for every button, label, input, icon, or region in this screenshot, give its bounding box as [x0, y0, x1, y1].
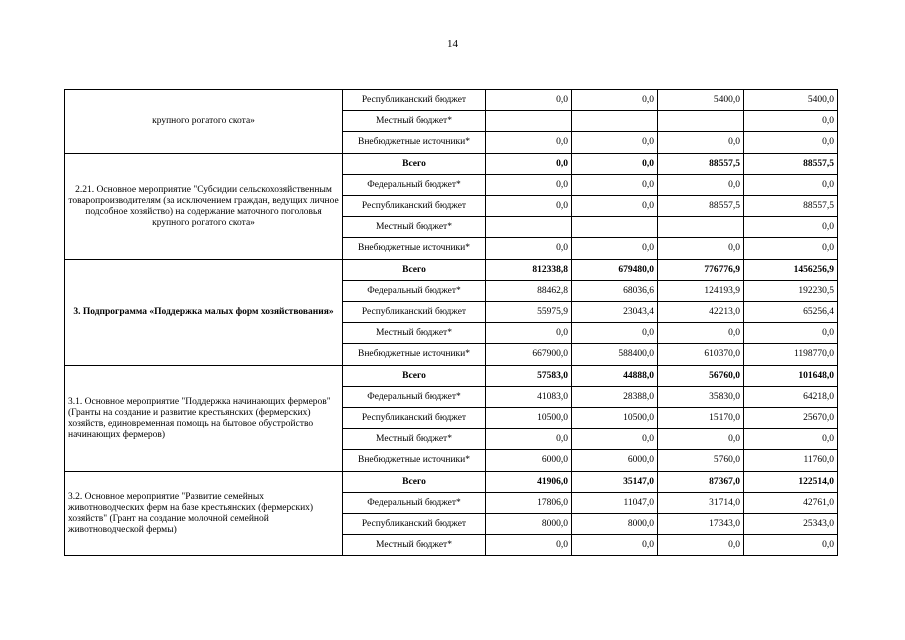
funding-source: Внебюджетные источники*	[343, 238, 486, 260]
amount-cell: 35147,0	[572, 472, 658, 493]
amount-cell: 1198770,0	[744, 344, 838, 366]
amount-cell: 11047,0	[572, 493, 658, 514]
amount-cell: 0,0	[486, 323, 572, 344]
amount-cell: 0,0	[486, 238, 572, 260]
amount-cell: 0,0	[572, 132, 658, 154]
funding-source: Республиканский бюджет	[343, 514, 486, 535]
amount-cell: 65256,4	[744, 302, 838, 323]
funding-source: Республиканский бюджет	[343, 196, 486, 217]
amount-cell: 1456256,9	[744, 260, 838, 281]
amount-cell: 88557,5	[658, 196, 744, 217]
funding-source: Всего	[343, 260, 486, 281]
funding-source: Местный бюджет*	[343, 535, 486, 556]
funding-source: Всего	[343, 472, 486, 493]
amount-cell: 42761,0	[744, 493, 838, 514]
amount-cell	[658, 111, 744, 132]
funding-source: Республиканский бюджет	[343, 408, 486, 429]
budget-table-body	[65, 90, 838, 556]
amount-cell: 588400,0	[572, 344, 658, 366]
amount-cell	[486, 111, 572, 132]
table-row	[65, 366, 838, 387]
amount-cell	[572, 217, 658, 238]
amount-cell: 0,0	[744, 217, 838, 238]
amount-cell: 0,0	[486, 429, 572, 450]
amount-cell: 35830,0	[658, 387, 744, 408]
amount-cell: 0,0	[486, 90, 572, 111]
table-row	[65, 154, 838, 175]
amount-cell: 0,0	[658, 429, 744, 450]
amount-cell: 28388,0	[572, 387, 658, 408]
amount-cell: 55975,9	[486, 302, 572, 323]
amount-cell: 88557,5	[744, 154, 838, 175]
amount-cell: 88462,8	[486, 281, 572, 302]
amount-cell: 5760,0	[658, 450, 744, 472]
amount-cell: 0,0	[572, 90, 658, 111]
measure-name: 3.1. Основное мероприятие "Поддержка начинающих фермеров" (Гранты на создание и развитие крестьянских (фермерских) хозяйств, единовременная помощь на бытовое обустройство начинающих фермеров)	[65, 366, 343, 472]
table-row	[65, 472, 838, 493]
funding-source: Всего	[343, 154, 486, 175]
amount-cell: 23043,4	[572, 302, 658, 323]
amount-cell: 68036,6	[572, 281, 658, 302]
amount-cell: 0,0	[658, 132, 744, 154]
amount-cell: 87367,0	[658, 472, 744, 493]
amount-cell: 192230,5	[744, 281, 838, 302]
table-row	[65, 260, 838, 281]
funding-source: Республиканский бюджет	[343, 90, 486, 111]
amount-cell: 679480,0	[572, 260, 658, 281]
funding-source: Всего	[343, 366, 486, 387]
amount-cell: 0,0	[658, 323, 744, 344]
funding-source: Внебюджетные источники*	[343, 450, 486, 472]
funding-source: Внебюджетные источники*	[343, 344, 486, 366]
funding-source: Федеральный бюджет*	[343, 493, 486, 514]
amount-cell: 57583,0	[486, 366, 572, 387]
amount-cell: 0,0	[744, 323, 838, 344]
amount-cell: 0,0	[486, 175, 572, 196]
amount-cell: 0,0	[744, 132, 838, 154]
amount-cell: 0,0	[486, 535, 572, 556]
amount-cell: 10500,0	[486, 408, 572, 429]
amount-cell: 0,0	[744, 535, 838, 556]
amount-cell: 64218,0	[744, 387, 838, 408]
amount-cell: 122514,0	[744, 472, 838, 493]
amount-cell: 8000,0	[572, 514, 658, 535]
amount-cell: 812338,8	[486, 260, 572, 281]
amount-cell: 31714,0	[658, 493, 744, 514]
funding-source: Местный бюджет*	[343, 217, 486, 238]
amount-cell: 10500,0	[572, 408, 658, 429]
amount-cell: 0,0	[744, 429, 838, 450]
amount-cell	[658, 217, 744, 238]
amount-cell: 0,0	[744, 111, 838, 132]
funding-source: Местный бюджет*	[343, 111, 486, 132]
amount-cell: 0,0	[658, 535, 744, 556]
funding-source: Федеральный бюджет*	[343, 387, 486, 408]
amount-cell: 17343,0	[658, 514, 744, 535]
amount-cell: 124193,9	[658, 281, 744, 302]
amount-cell: 5400,0	[744, 90, 838, 111]
measure-name: 2.21. Основное мероприятие "Субсидии сельскохозяйственным товаропроизводителям (за исключением граждан, ведущих личное подсобное хозяйство) на содержание маточного поголовья крупного рогатого скота»	[65, 154, 343, 260]
amount-cell: 8000,0	[486, 514, 572, 535]
amount-cell: 6000,0	[486, 450, 572, 472]
amount-cell: 41906,0	[486, 472, 572, 493]
funding-source: Внебюджетные источники*	[343, 132, 486, 154]
amount-cell: 101648,0	[744, 366, 838, 387]
measure-name: 3. Подпрограмма «Поддержка малых форм хозяйствования»	[65, 260, 343, 366]
amount-cell: 610370,0	[658, 344, 744, 366]
amount-cell: 0,0	[572, 323, 658, 344]
amount-cell: 0,0	[486, 154, 572, 175]
measure-name: крупного рогатого скота»	[65, 90, 343, 154]
amount-cell: 44888,0	[572, 366, 658, 387]
amount-cell: 15170,0	[658, 408, 744, 429]
amount-cell: 0,0	[744, 238, 838, 260]
amount-cell: 0,0	[572, 154, 658, 175]
amount-cell: 56760,0	[658, 366, 744, 387]
measure-name: 3.2. Основное мероприятие "Развитие семейных животноводческих ферм на базе крестьянских (фермерских) хозяйств" (Грант на создание молочной семейной животноводческой фермы)	[65, 472, 343, 556]
table-row	[65, 90, 838, 111]
amount-cell: 0,0	[572, 238, 658, 260]
funding-source: Федеральный бюджет*	[343, 281, 486, 302]
amount-cell: 6000,0	[572, 450, 658, 472]
amount-cell: 0,0	[572, 429, 658, 450]
amount-cell: 0,0	[572, 175, 658, 196]
funding-source: Федеральный бюджет*	[343, 175, 486, 196]
amount-cell: 0,0	[486, 132, 572, 154]
amount-cell: 88557,5	[744, 196, 838, 217]
page-number: 14	[447, 38, 458, 50]
amount-cell: 0,0	[486, 196, 572, 217]
amount-cell: 17806,0	[486, 493, 572, 514]
amount-cell: 0,0	[572, 535, 658, 556]
funding-source: Местный бюджет*	[343, 323, 486, 344]
amount-cell: 5400,0	[658, 90, 744, 111]
amount-cell: 41083,0	[486, 387, 572, 408]
amount-cell: 0,0	[658, 238, 744, 260]
amount-cell	[572, 111, 658, 132]
amount-cell	[486, 217, 572, 238]
budget-table	[64, 89, 838, 556]
amount-cell: 776776,9	[658, 260, 744, 281]
funding-source: Местный бюджет*	[343, 429, 486, 450]
amount-cell: 11760,0	[744, 450, 838, 472]
amount-cell: 0,0	[572, 196, 658, 217]
amount-cell: 42213,0	[658, 302, 744, 323]
amount-cell: 0,0	[744, 175, 838, 196]
amount-cell: 25343,0	[744, 514, 838, 535]
amount-cell: 667900,0	[486, 344, 572, 366]
amount-cell: 88557,5	[658, 154, 744, 175]
funding-source: Республиканский бюджет	[343, 302, 486, 323]
amount-cell: 25670,0	[744, 408, 838, 429]
amount-cell: 0,0	[658, 175, 744, 196]
